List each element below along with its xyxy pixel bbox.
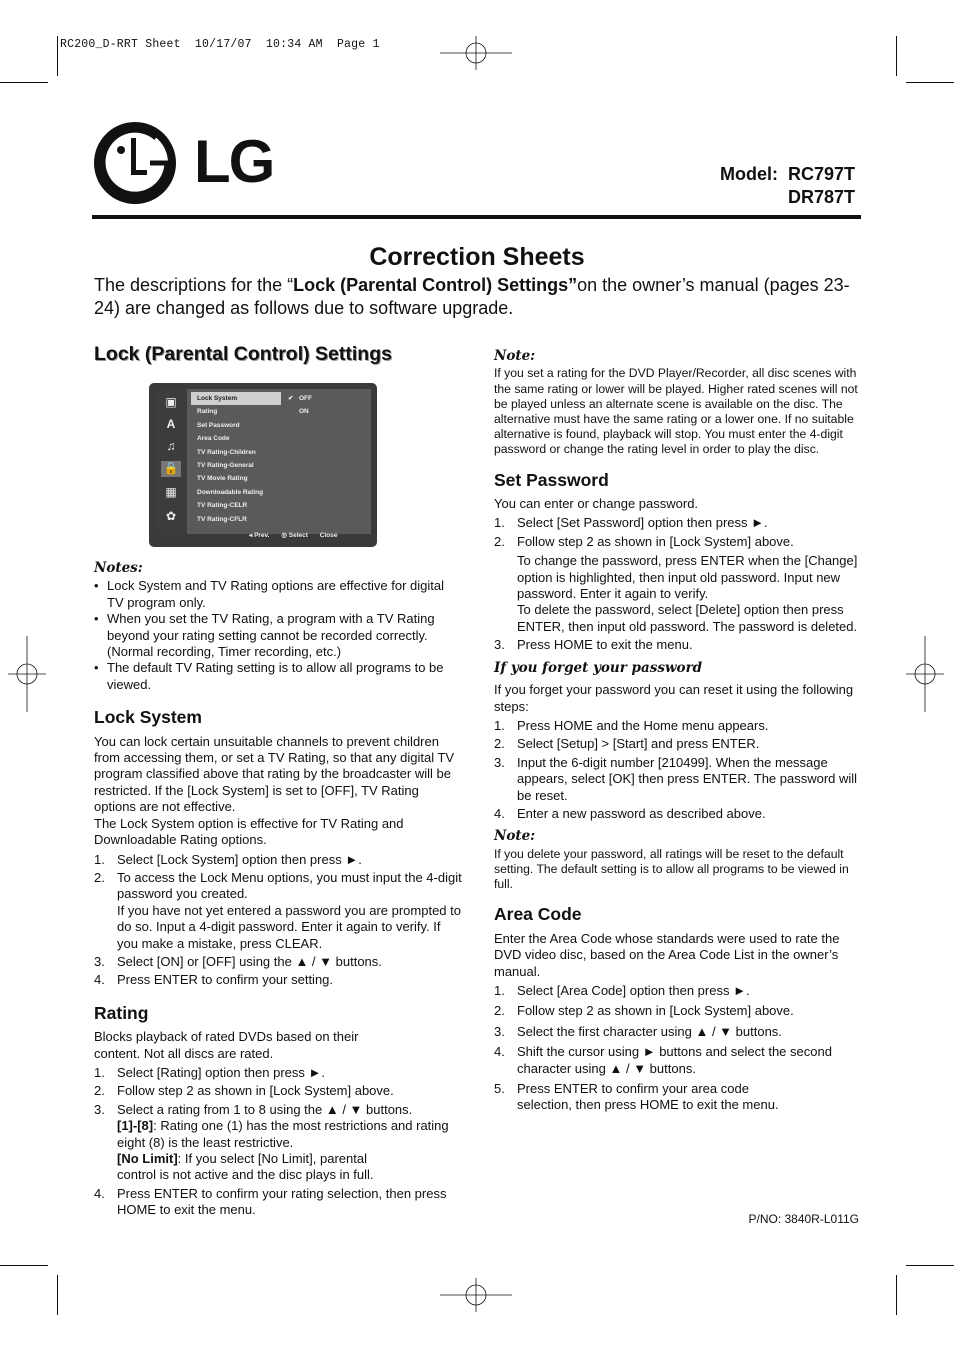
lock-system-paragraph: You can lock certain unsuitable channels to prevent children from accessing them, or set a TV Rating, so that any digital TV program classified above that rating by the broadcaster will be restricted. If the [Lock System] is set to [OFF], TV Rating options are not effective.: [94, 733, 455, 815]
area-code-steps: [494, 983, 864, 1114]
note-paragraph: If you delete your password, all ratings will be reset to the default setting. The default setting is to allow all programs to be viewed in full.: [494, 846, 849, 892]
list-item: 3. Press HOME to exit the menu.: [494, 637, 693, 653]
set-password-paragraph: You can enter or change password.: [494, 496, 699, 512]
menu-panel: [155, 389, 371, 534]
brand-wordmark: LG: [194, 128, 274, 195]
list-item: 1. Select [Area Code] option then press ►.: [494, 982, 750, 998]
menu-item: Rating: [197, 408, 218, 416]
lock-menu-screenshot: [149, 383, 377, 547]
registration-mark-icon: [906, 636, 944, 712]
record-menu-icon: ▦: [165, 485, 177, 499]
list-item: 1. Select [Set Password] option then press ►.: [494, 515, 768, 531]
notes-list: [94, 578, 462, 693]
check-icon: ✔: [288, 395, 294, 402]
left-column: [94, 343, 462, 368]
list-item: 1. Press HOME and the Home menu appears.: [494, 717, 769, 733]
registration-mark-icon: [8, 636, 46, 712]
menu-option-list: [285, 392, 367, 419]
list-item: 1. Select [Rating] option then press ►.: [94, 1064, 325, 1080]
list-item: 3. Select the first character using ▲ / ▼ buttons.: [494, 1023, 782, 1039]
menu-item: TV Rating-Children: [197, 448, 256, 456]
registration-mark-icon: [440, 36, 512, 70]
rating-paragraph: Blocks playback of rated DVDs based on their content. Not all discs are rated.: [94, 1029, 359, 1061]
menu-prev-hint: ◂ Prev.: [249, 532, 270, 539]
forget-password-heading: If you forget your password: [494, 659, 703, 676]
menu-footer: [239, 531, 373, 539]
menu-item: TV Movie Rating: [197, 475, 248, 483]
list-item: 2. To access the Lock Menu options, you must input the 4-digit password you created. If you have not yet entered a password you are prompted to do so. Input a 4-digit password. Enter it again to verify. If you make a mistake, press CLEAR.: [94, 869, 462, 951]
list-item: 5. Press ENTER to confirm your area code selection, then press HOME to exit the menu.: [494, 1081, 779, 1113]
model-number: [720, 163, 855, 209]
page-title: Correction Sheets: [369, 243, 585, 271]
right-column: [494, 348, 864, 1116]
menu-option: ON: [299, 408, 309, 416]
menu-item: Set Password: [197, 421, 240, 429]
menu-close-hint: Close: [319, 532, 338, 539]
settings-menu-icon: ✿: [165, 509, 177, 523]
registration-mark-icon: [440, 1278, 512, 1312]
crop-mark: [896, 36, 897, 76]
note-heading: Note:: [494, 348, 536, 364]
crop-mark: [906, 1265, 954, 1266]
list-item: 4. Enter a new password as described above.: [494, 805, 766, 821]
menu-select-hint: ◎ Select: [281, 532, 308, 539]
crop-mark: [906, 82, 954, 83]
menu-item: TV Rating-CFLR: [197, 515, 247, 523]
forget-password-steps: [494, 718, 864, 822]
list-item: 4. Press ENTER to confirm your rating selection, then press HOME to exit the menu.: [94, 1185, 447, 1218]
list-item: 2. Follow step 2 as shown in [Lock System] above. To change the password, press ENTER when the [Change] option is highlighted, then input old password. Input new password. Enter it again to verify. To delete the password, select [Delete] option then press ENTER, then input old password. The password is deleted.: [494, 533, 858, 634]
rating-steps: [94, 1065, 462, 1219]
list-item: 2. Select [Setup] > [Start] and press ENTER.: [494, 736, 760, 752]
section-title: Lock (Parental Control) Settings: [94, 343, 392, 365]
left-column-body: [94, 554, 462, 1221]
list-item: 4. Press ENTER to confirm your setting.: [94, 972, 334, 988]
list-item: 3. Select [ON] or [OFF] using the ▲ / ▼ buttons.: [94, 953, 382, 969]
note-paragraph: If you set a rating for the DVD Player/Recorder, all disc scenes with the same rating or lower will be played. Higher rated scenes will not be played unless an alternate scene is available on the disc. The alternative must have the same rating or a lower one. If no suitable alternative is found, playback will stop. You must enter the 4-digit password or change the rating level in order to play the disc.: [494, 366, 858, 457]
list-item: 2. Follow step 2 as shown in [Lock System] above.: [94, 1083, 394, 1099]
forget-password-paragraph: If you forget your password you can reset it using the following steps:: [494, 682, 854, 714]
menu-item: Area Code: [197, 435, 230, 443]
menu-item: Downloadable Rating: [197, 488, 264, 496]
model-line-1: Model: RC797T: [719, 164, 855, 184]
audio-menu-icon: ♫: [166, 439, 176, 453]
lock-menu-icon: 🔒: [161, 461, 181, 477]
lock-system-heading: Lock System: [94, 707, 202, 728]
language-menu-icon: A: [166, 417, 176, 431]
note-heading: Note:: [494, 828, 536, 845]
area-code-heading: Area Code: [494, 904, 582, 925]
crop-mark: [0, 82, 48, 83]
menu-item-list: [191, 392, 281, 526]
notes-heading: Notes:: [94, 560, 143, 576]
note-item: • Lock System and TV Rating options are effective for digital TV program only.: [94, 578, 462, 611]
list-item: 3. Input the 6-digit number [210499]. When the message appears, select [OK] then press ENTER. The password will be reset.: [494, 754, 858, 803]
set-password-steps: [494, 515, 864, 653]
lg-logo: [92, 120, 287, 206]
lg-face-icon: [92, 120, 178, 206]
menu-item: TV Rating-General: [197, 461, 254, 469]
lock-system-steps: [94, 852, 462, 989]
crop-mark: [896, 1275, 897, 1315]
menu-option: ✔ OFF: [285, 392, 367, 405]
note-item: • When you set the TV Rating, a program with a TV Rating beyond your rating setting cannot be recorded correctly. (Normal recording, Timer recording, etc.): [94, 611, 462, 660]
lock-system-paragraph: The Lock System option is effective for TV Rating and Downloadable Rating options.: [94, 815, 404, 848]
menu-item: TV Rating-CELR: [197, 502, 248, 510]
slug-line: RC200_D-RRT Sheet 10/17/07 10:34 AM Page 1: [60, 38, 380, 51]
crop-mark: [0, 1265, 48, 1266]
header-rule: [92, 215, 861, 219]
list-item: 4. Shift the cursor using ► buttons and select the second character using ▲ / ▼ buttons.: [494, 1044, 832, 1076]
model-line-2: DR787T: [787, 187, 855, 207]
part-number: P/NO: 3840R-L011G: [748, 1212, 859, 1226]
list-item: 2. Follow step 2 as shown in [Lock System] above.: [494, 1003, 794, 1019]
set-password-heading: Set Password: [494, 469, 609, 490]
menu-item: Lock System: [191, 392, 281, 405]
intro-text: The descriptions for the “Lock (Parental Control) Settings”on the owner’s manual (pages 23-24) are changed as follows due to software upgrade.: [94, 275, 850, 318]
crop-mark: [57, 1275, 58, 1315]
list-item: 1. Select [Lock System] option then press ►.: [94, 851, 362, 867]
rating-heading: Rating: [94, 1002, 149, 1023]
note-item: • The default TV Rating setting is to allow all programs to be viewed.: [94, 660, 462, 693]
menu-icon-column: [155, 389, 187, 534]
disc-menu-icon: ▣: [165, 395, 177, 409]
list-item: 3. Select a rating from 1 to 8 using the ▲ / ▼ buttons. [1]-[8]: Rating one (1) has the most restrictions and rating eight (8) is the least restrictive. [No Limit]: If you select [No Limit], parental control is not active and the disc plays in full.: [94, 1101, 449, 1183]
area-code-paragraph: Enter the Area Code whose standards were used to rate the DVD video disc, based on the Area Code List in the owner’s manual.: [494, 930, 840, 979]
crop-mark: [57, 36, 58, 76]
